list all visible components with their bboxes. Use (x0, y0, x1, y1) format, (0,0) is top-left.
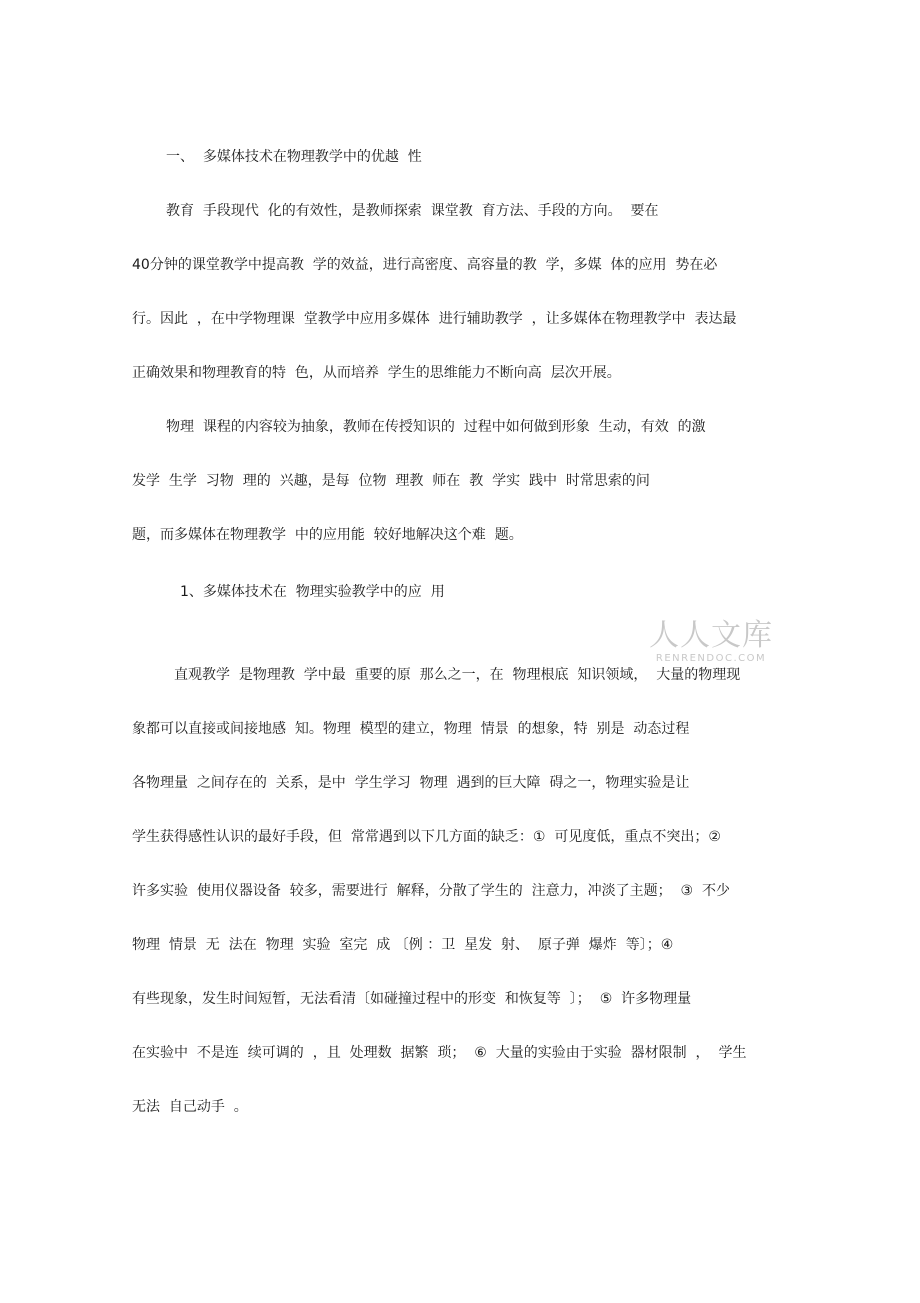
para3-line-1: 直观教学 是物理教 学中最 重要的原 那么之一，在 物理根底 知识领域， 大量的物理现 (174, 667, 741, 683)
para3-line-4: 学生获得感性认识的最好手段，但 常常遇到以下几方面的缺乏：① 可见度低，重点不突出；② (132, 829, 721, 845)
watermark-sub: RENRENDOC.COM (655, 653, 767, 664)
para1-line-3: 行。因此 ，在中学物理课 堂教学中应用多媒体 进行辅助教学 ，让多媒体在物理教学中 表达最 (132, 311, 737, 327)
para2-line-3: 题，而多媒体在物理教学 中的应用能 较好地解决这个难 题。 (132, 527, 523, 543)
para3-line-6: 物理 情景 无 法在 物理 实验 室完 成 〔例 ：卫 星发 射、 原子弹 爆炸 等〕；④ (132, 937, 674, 953)
watermark-logo (646, 620, 776, 665)
subheading: 1、多媒体技术在 物理实验教学中的应 用 (180, 584, 445, 600)
para3-line-9: 无法 自己动手 。 (132, 1099, 248, 1115)
para3-line-7: 有些现象，发生时间短暂，无法看清〔如碰撞过程中的形变 和恢复等 〕； ⑤ 许多物理量 (132, 991, 692, 1007)
para1-line-2: 40分钟的课堂教学中提高教 学的效益，进行高密度、高容量的教 学，多媒 体的应用 势在必 (132, 257, 718, 273)
section-heading: 一、 多媒体技术在物理教学中的优越 性 (166, 149, 422, 165)
para3-line-2: 象都可以直接或间接地感 知。物理 模型的建立，物理 情景 的想象，特 别是 动态过程 (132, 721, 690, 737)
para3-line-3: 各物理量 之间存在的 关系，是中 学生学习 物理 遇到的巨大障 碍之一，物理实验是让 (132, 775, 690, 791)
para2-line-1: 物理 课程的内容较为抽象，教师在传授知识的 过程中如何做到形象 生动，有效 的激 (166, 419, 706, 435)
watermark-main: 人人文库 (649, 618, 773, 653)
para3-line-5: 许多实验 使用仪器设备 较多，需要进行 解释，分散了学生的 注意力，冲淡了主题； ③ 不少 (132, 883, 730, 899)
para1-line-1: 教育 手段现代 化的有效性，是教师探索 课堂教 育方法、手段的方向。 要在 (166, 203, 659, 219)
para3-line-8: 在实验中 不是连 续可调的 ，且 处理数 据繁 琐； ⑥ 大量的实验由于实验 器材限制 ， 学生 (132, 1045, 747, 1061)
para2-line-2: 发学 生学 习物 理的 兴趣，是每 位物 理教 师在 教 学实 践中 时常思索的问 (132, 473, 650, 489)
para1-line-4: 正确效果和物理教育的特 色，从而培养 学生的思维能力不断向高 层次开展。 (132, 365, 621, 381)
